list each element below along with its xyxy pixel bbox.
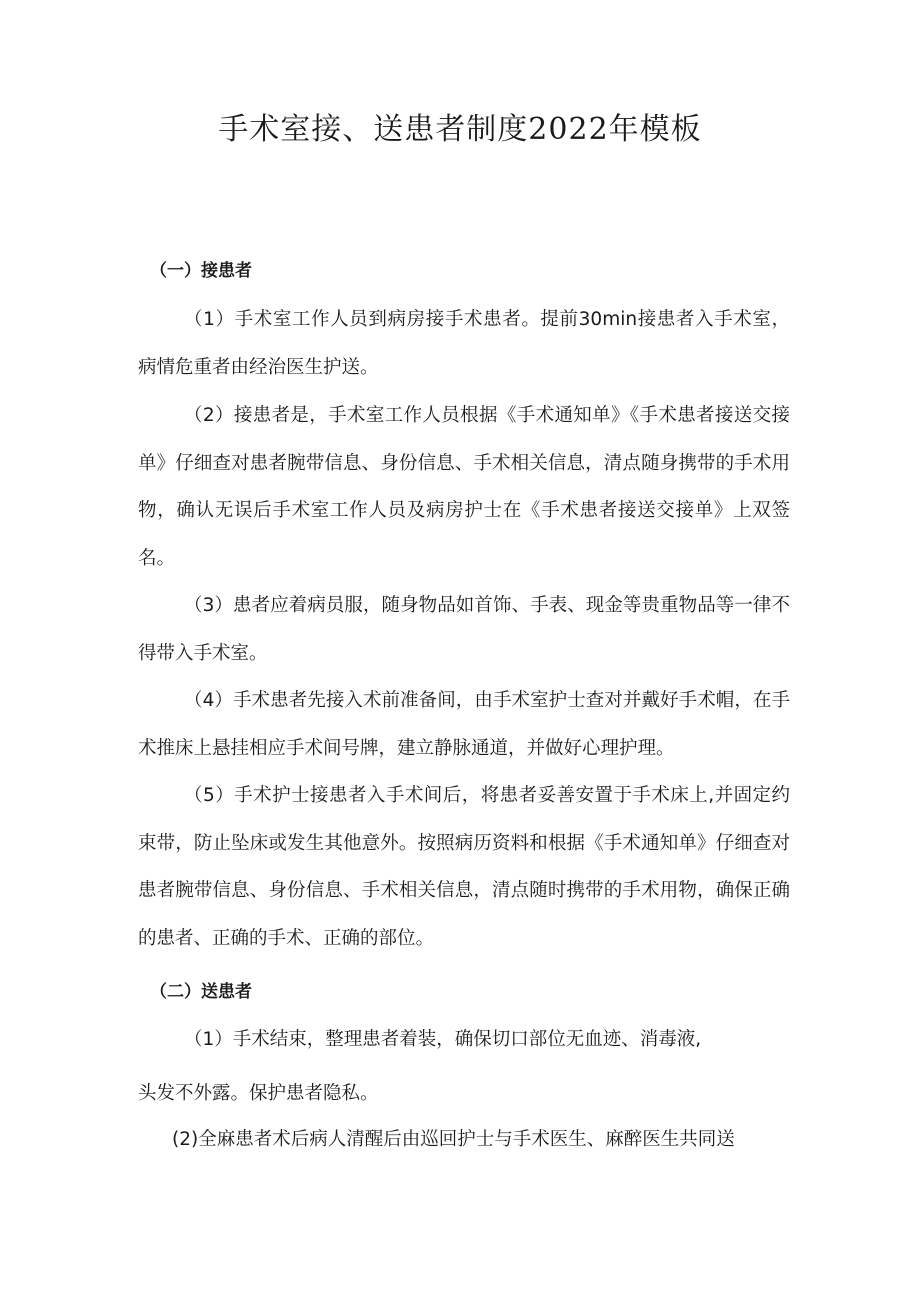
paragraph-receive-3: （3）患者应着病员服，随身物品如首饰、手表、现金等贵重物品等一律不得带入手术室。 [138, 595, 790, 664]
paragraph-receive-4: （4）手术患者先接入术前准备间，由手术室护士查对并戴好手术帽，在手术推床上悬挂相应手术间号牌，建立静脉通道，并做好心理护理。 [138, 690, 790, 759]
paragraph-send-1-line-1: （1）手术结束，整理患者着装，确保切口部位无血迹、消毒液, [184, 1029, 702, 1050]
paragraph-receive-1: （1）手术室工作人员到病房接手术患者。提前30min接患者入手术室，病情危重者由经治医生护送。 [138, 309, 790, 378]
document-title: 手术室接、送患者制度2022年模板 [218, 112, 702, 147]
paragraph-receive-2: （2）接患者是，手术室工作人员根据《手术通知单》《手术患者接送交接单》仔细查对患者腕带信息、身份信息、手术相关信息，清点随身携带的手术用物，确认无误后手术室工作人员及病房护士在《手术患者接送交接单》上双签名。 [138, 405, 790, 569]
paragraph-send-1-line-2: 头发不外露。保护患者隐私。 [138, 1083, 379, 1104]
paragraph-send-2-line-1: (2)全麻患者术后病人清醒后由巡回护士与手术医生、麻醉医生共同送 [172, 1129, 735, 1150]
section-heading-send: （二）送患者 [150, 982, 252, 1002]
section-heading-receive: （一）接患者 [150, 261, 252, 281]
paragraph-receive-5: （5）手术护士接患者入手术间后，将患者妥善安置于手术床上,并固定约束带，防止坠床或发生其他意外。按照病历资料和根据《手术通知单》仔细查对患者腕带信息、身份信息、手术相关信息，清点随时携带的手术用物，确保正确的患者、正确的手术、正确的部位。 [138, 785, 790, 949]
